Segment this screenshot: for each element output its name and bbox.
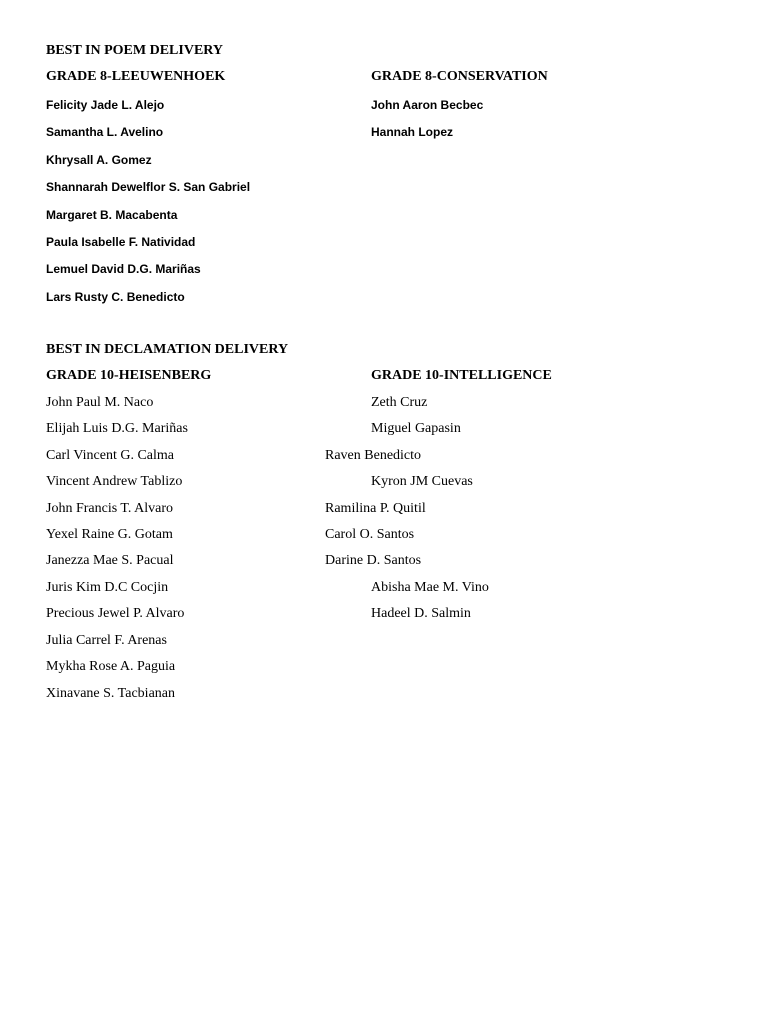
declamation-left-name: Juris Kim D.C Cocjin xyxy=(46,580,169,595)
declamation-left-name: John Francis T. Alvaro xyxy=(46,501,174,516)
declamation-right-name: Abisha Mae M. Vino xyxy=(371,580,489,595)
declamation-section-title: BEST IN DECLAMATION DELIVERY xyxy=(46,342,289,357)
poem-left-name: Khrysall A. Gomez xyxy=(46,153,152,167)
poem-left-name: Felicity Jade L. Alejo xyxy=(46,98,165,112)
poem-left-name: Lemuel David D.G. Mariñas xyxy=(46,262,201,276)
declamation-right-name: Darine D. Santos xyxy=(325,553,422,568)
declamation-right-heading: GRADE 10-INTELLIGENCE xyxy=(371,368,552,383)
declamation-left-name: Carl Vincent G. Calma xyxy=(46,448,174,463)
poem-left-name: Lars Rusty C. Benedicto xyxy=(46,290,185,304)
declamation-left-name: Vincent Andrew Tablizo xyxy=(46,474,183,489)
declamation-left-name: Yexel Raine G. Gotam xyxy=(46,527,173,542)
declamation-right-name: Raven Benedicto xyxy=(325,448,422,463)
poem-left-heading: GRADE 8-LEEUWENHOEK xyxy=(46,69,226,84)
poem-left-name: Samantha L. Avelino xyxy=(46,125,164,139)
declamation-left-name: Janezza Mae S. Pacual xyxy=(46,553,174,568)
poem-right-name: John Aaron Becbec xyxy=(371,98,484,112)
poem-section-title: BEST IN POEM DELIVERY xyxy=(46,43,224,58)
poem-left-name: Margaret B. Macabenta xyxy=(46,208,178,222)
declamation-right-name: Ramilina P. Quitil xyxy=(325,501,426,516)
declamation-left-name: Xinavane S. Tacbianan xyxy=(46,686,175,701)
poem-left-name: Shannarah Dewelflor S. San Gabriel xyxy=(46,180,251,194)
declamation-left-name: Elijah Luis D.G. Mariñas xyxy=(46,421,188,436)
declamation-right-name: Zeth Cruz xyxy=(371,395,428,410)
declamation-right-name: Miguel Gapasin xyxy=(371,421,461,436)
poem-right-heading: GRADE 8-CONSERVATION xyxy=(371,69,548,84)
poem-left-name: Paula Isabelle F. Natividad xyxy=(46,235,196,249)
declamation-right-name: Kyron JM Cuevas xyxy=(371,474,473,489)
declamation-right-name: Hadeel D. Salmin xyxy=(371,606,471,621)
declamation-left-name: Julia Carrel F. Arenas xyxy=(46,633,167,648)
declamation-left-name: John Paul M. Naco xyxy=(46,395,154,410)
declamation-left-heading: GRADE 10-HEISENBERG xyxy=(46,368,212,383)
declamation-right-name: Carol O. Santos xyxy=(325,527,415,542)
declamation-left-name: Mykha Rose A. Paguia xyxy=(46,659,176,674)
declamation-left-name: Precious Jewel P. Alvaro xyxy=(46,606,185,621)
poem-right-name: Hannah Lopez xyxy=(371,125,454,139)
